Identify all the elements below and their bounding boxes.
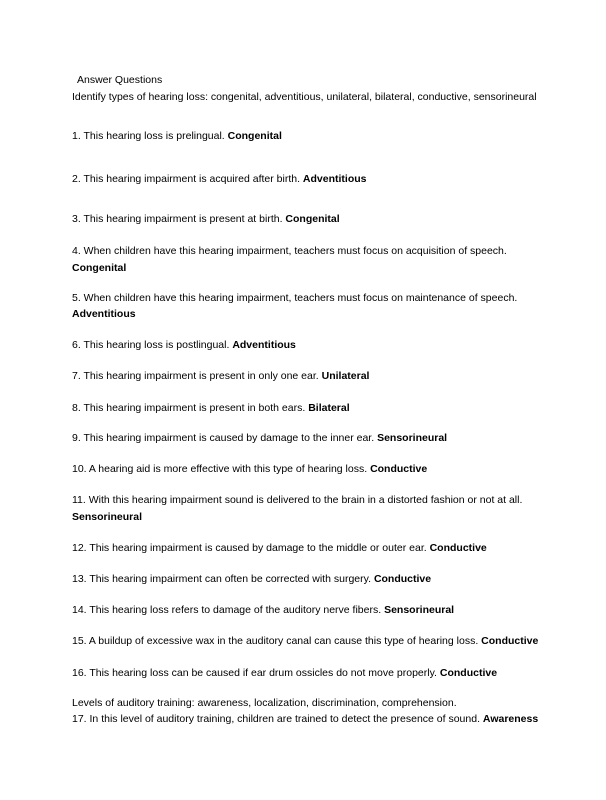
question-9 (72, 431, 447, 445)
question-text: 5. When children have this hearing impairment, teachers must focus on maintenance of speech. (72, 292, 518, 304)
question-text: 15. A buildup of excessive wax in the auditory canal can cause this type of hearing loss. (72, 635, 482, 647)
page-heading: Answer Questions (77, 74, 163, 86)
question-2 (72, 172, 367, 186)
question-8 (72, 401, 350, 415)
answer-text: Adventitious (72, 308, 136, 320)
question-text: 9. This hearing impairment is caused by damage to the inner ear. (72, 432, 378, 444)
question-7 (72, 369, 369, 383)
question-6 (72, 338, 296, 352)
question-16 (72, 666, 497, 680)
training-intro: Levels of auditory training: awareness, localization, discrimination, comprehension. (72, 697, 457, 709)
question-17 (72, 712, 538, 726)
answer-text: Bilateral (308, 402, 350, 414)
question-text: 13. This hearing impairment can often be corrected with surgery. (72, 573, 374, 585)
question-14 (72, 603, 454, 617)
question-text: 12. This hearing impairment is caused by damage to the middle or outer ear. (72, 542, 430, 554)
answer-text: Congenital (227, 130, 282, 142)
question-text: 2. This hearing impairment is acquired after birth. (72, 173, 303, 185)
answer-text: Conductive (370, 463, 428, 475)
question-10 (72, 462, 427, 476)
answer-text: Adventitious (302, 173, 367, 185)
answer-text: Congenital (72, 262, 127, 274)
answer-text: Sensorineural (384, 604, 455, 616)
answer-text: Conductive (439, 667, 498, 679)
question-text: 7. This hearing impairment is present in only one ear. (72, 370, 322, 382)
answer-text: Conductive (429, 542, 487, 554)
question-text: 14. This hearing loss refers to damage of the auditory nerve fibers. (72, 604, 385, 616)
question-text: 10. A hearing aid is more effective with this type of hearing loss. (72, 463, 371, 475)
question-text: 16. This hearing loss can be caused if ear drum ossicles do not move properly. (72, 667, 440, 679)
answer-text: Conductive (373, 573, 432, 585)
question-text: 8. This hearing impairment is present in both ears. (72, 402, 309, 414)
question-4 (72, 244, 507, 258)
question-5 (72, 291, 517, 305)
question-3 (72, 212, 340, 226)
question-text: 1. This hearing loss is prelingual. (72, 130, 228, 142)
answer-text: Congenital (285, 213, 340, 225)
question-12 (72, 541, 487, 555)
answer-text: Sensorineural (377, 432, 448, 444)
question-15 (72, 634, 538, 648)
question-text: 3. This hearing impairment is present at birth. (72, 213, 286, 225)
question-13 (72, 572, 431, 586)
answer-text: Adventitious (232, 339, 296, 351)
answer-text: Unilateral (321, 370, 370, 382)
answer-text: Sensorineural (72, 511, 143, 523)
question-text: 6. This hearing loss is postlingual. (72, 339, 233, 351)
question-text: 4. When children have this hearing impairment, teachers must focus on acquisition of speech. (72, 245, 507, 257)
question-11 (72, 493, 522, 507)
answer-text: Conductive (481, 635, 539, 647)
question-text: 11. With this hearing impairment sound is delivered to the brain in a distorted fashion or not at all. (72, 494, 523, 506)
answer-text: Awareness (482, 713, 539, 725)
intro-text: Identify types of hearing loss: congenital, adventitious, unilateral, bilateral, conductive, sensorineural (72, 91, 537, 103)
question-1 (72, 129, 282, 143)
question-text: 17. In this level of auditory training, children are trained to detect the presence of sound. (72, 713, 483, 725)
